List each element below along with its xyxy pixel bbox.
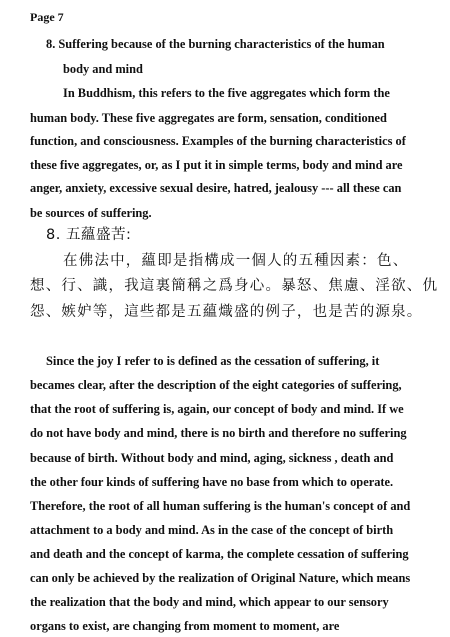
paragraph-2-line: becames clear, after the description of the eight categories of suffering, (30, 377, 402, 392)
paragraph-2-line: can only be achieved by the realization of Original Nature, which means (30, 570, 411, 585)
paragraph-2-line: do not have body and mind, there is no birth and therefore no suffering (30, 426, 407, 441)
chinese-paragraph-line: 怨、嫉妒等，這些都是五蘊熾盛的例子，也是苦的源泉。 (30, 304, 423, 321)
page-number: Page 7 (30, 10, 64, 24)
paragraph-2-line: that the root of suffering is, again, our concept of body and mind. If we (30, 402, 404, 416)
paragraph-1-line: human body. These five aggregates are form, sensation, conditioned (30, 110, 387, 125)
paragraph-1-line: function, and consciousness. Examples of the burning characteristics of (30, 133, 406, 148)
chinese-paragraph-line: 在佛法中，蘊即是指構成一個人的五種因素：色、 (63, 253, 409, 269)
paragraph-2-line: because of birth. Without body and mind, aging, sickness , death and (30, 450, 394, 465)
paragraph-2-line: Since the joy I refer to is defined as the cessation of suffering, it (46, 353, 380, 368)
section-heading-line-1: 8. Suffering because of the burning characteristics of the human (46, 37, 385, 51)
paragraph-1-line: In Buddhism, this refers to the five aggregates which form the (63, 86, 390, 101)
paragraph-2-line: and death and the concept of karma, the complete cessation of suffering (30, 547, 409, 562)
paragraph-2-line: attachment to a body and mind. As in the case of the concept of birth (30, 523, 394, 538)
paragraph-1-line: anger, anxiety, excessive sexual desire, hatred, jealousy --- all these can (30, 181, 402, 196)
paragraph-2-line: the realization that the body and mind, which appear to our sensory (30, 594, 389, 609)
paragraph-1-line: be sources of suffering. (30, 205, 152, 220)
paragraph-1-line: these five aggregates, or, as I put it in simple terms, body and mind are (30, 158, 403, 173)
section-heading-line-2: body and mind (63, 62, 143, 77)
chinese-section-heading: 8. 五蘊盛苦: (46, 226, 132, 243)
paragraph-2-line: organs to exist, are changing from moment to moment, are (30, 619, 340, 633)
chinese-paragraph-line: 想、行、識，我這裏簡稱之爲身心。暴怒、焦慮、淫欲、仇 (30, 278, 439, 295)
paragraph-2-line: the other four kinds of suffering have no base from which to operate. (30, 474, 394, 489)
paragraph-2-line: Therefore, the root of all human suffering is the human's concept of and (30, 498, 411, 513)
